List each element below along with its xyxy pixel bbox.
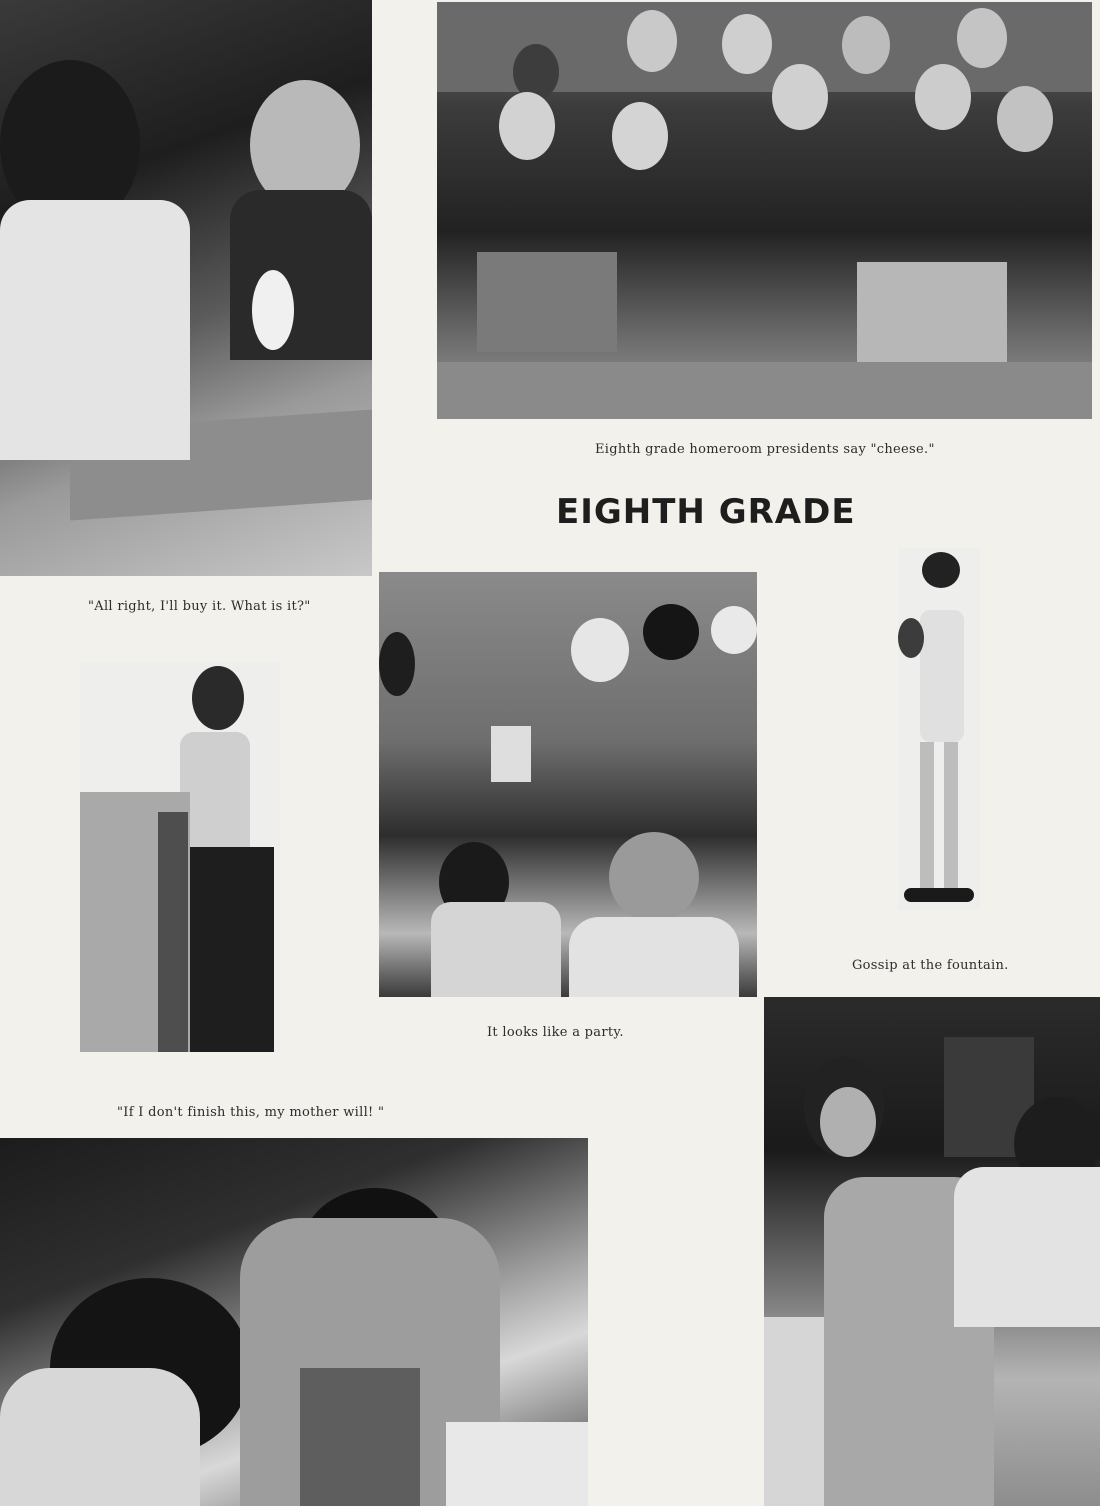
caption-finish: "If I don't finish this, my mother will! " — [117, 1105, 385, 1120]
student-head — [627, 10, 677, 72]
student-head — [957, 8, 1007, 68]
notice-paper — [491, 726, 531, 782]
plaid-skirt — [857, 262, 1007, 362]
plaid-skirt — [477, 252, 617, 352]
girl-outfit — [920, 610, 964, 742]
student-head — [722, 14, 772, 74]
balloon — [379, 632, 415, 696]
girl-hair — [922, 552, 960, 588]
photo-party — [379, 572, 757, 997]
photo-boy-at-cabinet — [80, 662, 280, 1052]
balloon — [643, 604, 699, 660]
photo-homeroom-presidents — [437, 2, 1092, 419]
stone-wall — [437, 362, 1092, 419]
photo-girls-working — [0, 1138, 588, 1506]
student-head — [513, 44, 559, 100]
student-head — [772, 64, 828, 130]
balloon — [571, 618, 629, 682]
boy-shirt-left — [0, 200, 190, 460]
student-head — [997, 86, 1053, 152]
caption-fountain: Gossip at the fountain. — [852, 958, 1009, 973]
caption-homeroom: Eighth grade homeroom presidents say "cheese." — [595, 442, 935, 457]
box — [446, 1422, 588, 1506]
ice-cream-cone — [898, 618, 924, 658]
photo-boys-at-desk — [0, 0, 372, 576]
girl-shoes — [904, 888, 974, 902]
student-head — [842, 16, 890, 74]
boy-shirt-right — [230, 190, 372, 360]
page-title: EIGHTH GRADE — [556, 492, 856, 532]
girl-blouse — [954, 1167, 1100, 1327]
caption-buy-it: "All right, I'll buy it. What is it?" — [88, 599, 311, 614]
photo-girl-ice-cream — [898, 548, 980, 910]
plaid-skirt — [300, 1368, 420, 1506]
caption-party: It looks like a party. — [487, 1025, 624, 1040]
cabinet-side — [158, 812, 188, 1052]
student-head — [609, 832, 699, 922]
girl-leg — [944, 742, 958, 892]
boy-hair — [192, 666, 244, 730]
balloon — [711, 606, 757, 654]
photo-girls-fountain — [764, 997, 1100, 1506]
girl-leg — [920, 742, 934, 892]
student-blouse — [431, 902, 561, 997]
student-sweater — [569, 917, 739, 997]
sculpture — [252, 270, 294, 350]
student-head — [915, 64, 971, 130]
boy-shirt — [180, 732, 250, 852]
boy-pants — [184, 847, 274, 1052]
woman-face — [820, 1087, 876, 1157]
student-head — [612, 102, 668, 170]
fountain — [764, 1317, 824, 1506]
student-head — [499, 92, 555, 160]
girl-blouse — [0, 1368, 200, 1506]
